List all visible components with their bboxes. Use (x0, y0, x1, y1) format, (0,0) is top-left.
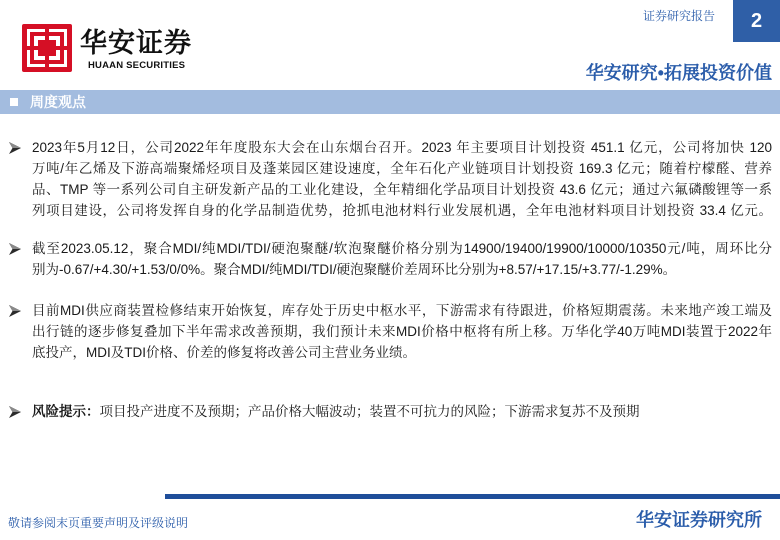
text-line: 底投产，MDI及TDI价格、价差的修复将改善公司主营业务业绩。 (32, 345, 416, 360)
report-type-label: 证券研究报告 (643, 9, 716, 23)
arrow-bullet-icon (9, 406, 21, 418)
bullet-text (32, 238, 772, 280)
huaan-logo-icon (22, 24, 72, 72)
page-number-badge (733, 0, 780, 42)
risk-warning-text (32, 401, 772, 422)
page-number: 2 (750, 10, 763, 32)
square-bullet-icon (10, 98, 18, 106)
section-header (0, 90, 780, 114)
slogan: 华安研究•拓展投资价值 (585, 63, 772, 83)
text-line: 截至2023.05.12，聚合MDI/纯MDI/TDI/硬泡聚醚/软泡聚醚价格分别为14900/19400/19900/10000/10350元/吨，周环比分 (32, 241, 772, 256)
footer-divider (165, 494, 780, 499)
arrow-bullet-icon (9, 142, 21, 154)
huaan-logo (22, 24, 72, 72)
text-line: 万吨/年乙烯及下游高端聚烯烃项目及蓬莱园区建设速度，全年石化产业链项目计划投资 169.3 亿元；随着柠檬醛、营养 (32, 161, 772, 176)
text-line: 出行链的逐步修复叠加下半年需求改善预期，我们预计未来MDI价格中枢将有所上移。万华化学40万吨MDI装置于2022年 (32, 324, 772, 339)
text-line: 2023年5月12日，公司2022年年度股东大会在山东烟台召开。2023 年主要项目计划投资 451.1 亿元，公司将加快 120 (32, 140, 772, 155)
text-line (32, 401, 772, 422)
risk-warning-label: 风险提示： (32, 404, 100, 419)
footer-institute: 华安证券研究所 (636, 510, 762, 530)
text-line: 列项目建设，公司将发挥自身的化学品制造优势，抢抓电池材料行业发展机遇，全年电池材料项目计划投资 33.4 亿元。 (32, 203, 772, 218)
bullet-text (32, 137, 772, 221)
text-line: 目前MDI供应商装置检修结束开始恢复，库存处于历史中枢水平，下游需求有待跟进，价格短期震荡。未来地产竣工端及 (32, 303, 772, 318)
section-title: 周度观点 (30, 94, 86, 110)
footer-disclaimer: 敬请参阅末页重要声明及评级说明 (8, 516, 189, 530)
brand-name-en: HUAAN SECURITIES (88, 60, 186, 71)
bullet-text (32, 300, 772, 363)
text-line: 品、TMP 等一系列公司自主研发新产品的工业化建设，全年精细化学品项目计划投资 43.6 亿元；通过六氟磷酸锂等一系 (32, 182, 772, 197)
text-line: 别为-0.67/+4.30/+1.53/0/0%。聚合MDI/纯MDI/TDI/硬泡聚醚价差周环比分别为+8.57/+17.15/+3.77/-1.29%。 (32, 262, 677, 277)
brand-name-cn: 华安证券 (80, 28, 192, 59)
arrow-bullet-icon (9, 305, 21, 317)
arrow-bullet-icon (9, 243, 21, 255)
content-panel (0, 114, 780, 455)
risk-warning-body: 项目投产进度不及预期；产品价格大幅波动；装置不可抗力的风险；下游需求复苏不及预期 (99, 404, 640, 419)
